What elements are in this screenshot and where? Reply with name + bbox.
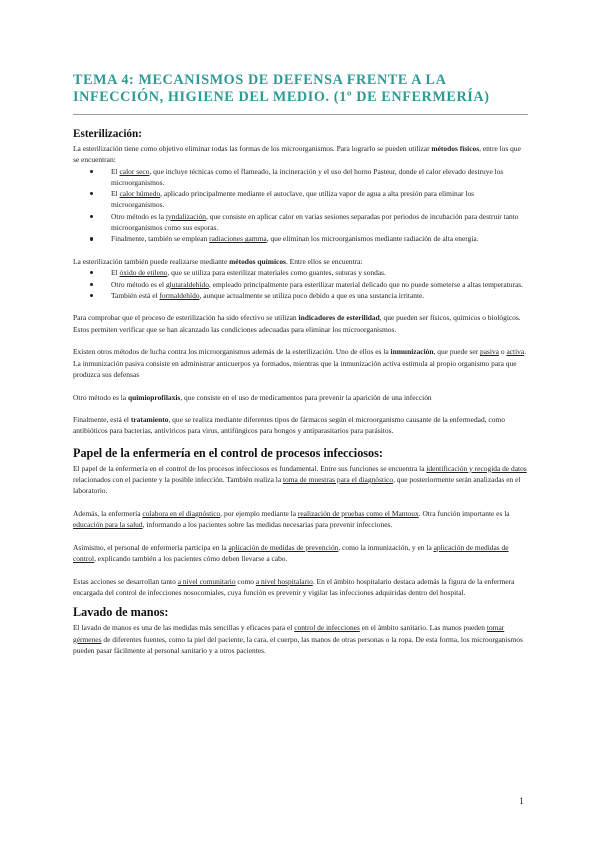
chemoprophylaxis-paragraph: Otro método es la quimioprofilaxis, que consiste en el uso de medicamentos para prevenir la aparición de una infección: [73, 392, 432, 402]
document-title: TEMA 4: MECANISMOS DE DEFENSA FRENTE A LA INFECCIÓN, HIGIENE DEL MEDIO. (1º DE ENFERMERÍA): [73, 72, 490, 105]
list-item: Finalmente, también se emplean radiaciones gamma, que eliminan los microorganismos mediante radiación de alta energía.: [73, 233, 528, 244]
section-heading-esterilizacion: Esterilización:: [73, 128, 142, 140]
list-item: El calor húmedo, aplicado principalmente mediante el autoclave, que utiliza vapor de agua a alta presión para eliminar los microorganismos.: [73, 188, 528, 211]
nursing-paragraph-1: El papel de la enfermería en el control de los procesos infecciosos es fundamental. Entre sus funciones se encuentra la identificación y recogida de datos relacionados con el paciente y la posible infección. También realiza la toma de muestras para el diagnóstico, que posteriormente serán analizadas en el laboratorio.: [73, 463, 527, 496]
handwashing-paragraph: El lavado de manos es una de las medidas más sencillas y eficaces para el control de infecciones en el ámbito sanitario. Las manos pueden tomar gérmenes de diferentes fuentes, como la piel del paciente, la cara, el cuerpo, las manos de otras personas o la ropa. De esta forma, los microorganismos pueden pasar fácilmente al personal sanitario y a otros pacientes.: [73, 623, 523, 655]
list-item: Otro método es la tyndalización, que consiste en aplicar calor en varias sesiones separadas por periodos de incubación para destruir tanto microorganismos como sus esporas.: [73, 211, 528, 234]
nursing-paragraph-4: Estas acciones se desarrollan tanto a nivel comunitario como a nivel hospitalario. En el ámbito hospitalario destaca además la figura de la enfermera encargada del control de infecciones nosocomiales, cuya función es prevenir y vigilar las infecciones adquiridas dentro del hospital.: [73, 576, 515, 597]
section-heading-lavado: Lavado de manos:: [73, 605, 169, 620]
chemical-methods-intro: La esterilización también puede realizarse mediante métodos químicos. Entre ellos se encuentra:: [73, 256, 363, 266]
list-item: El óxido de etileno, que se utiliza para esterilizar materiales como guantes, suturas y sondas.: [73, 267, 528, 278]
list-item: El calor seco, que incluye técnicas como el flameado, la incineración y el uso del horno Pasteur, donde el calor elevado destruye los microorganismos.: [73, 166, 528, 189]
nursing-paragraph-2: Además, la enfermería colabora en el diagnóstico, por ejemplo mediante la realización de pruebas como el Mantoux. Otra función importante es la educación para la salud, informando a los pacientes sobre las medidas necesarias para prevenir infecciones.: [73, 508, 510, 530]
page-number: 1: [519, 797, 524, 807]
chemical-methods-list: [73, 267, 528, 301]
section-heading-enfermeria: Papel de la enfermería en el control de procesos infecciosos:: [73, 445, 383, 460]
indicators-paragraph: Para comprobar que el proceso de esterilización ha sido efectivo se utilizan indicadores de esterilidad, que pueden ser físicos, químicos o biológicos. Estos permiten verificar que se han alcanzado las condiciones adecuadas para eliminar los microorganismos.: [73, 313, 521, 334]
physical-methods-list: [73, 166, 528, 245]
nursing-paragraph-3: Asimismo, el personal de enfermería participa en la aplicación de medidas de prevención, como la inmunización, y en la aplicación de medidas de control, explicando también a los pacientes cómo deben llevarse a cabo.: [73, 542, 509, 564]
list-item: También está el formaldehído, aunque actualmente se utiliza poco debido a que es una sustancia irritante.: [73, 290, 528, 301]
esterilizacion-intro: La esterilización tiene como objetivo eliminar todas las formas de los microorganismos. Para lograrlo se pueden utilizar métodos físicos, entre los que se encuentran:: [73, 144, 521, 165]
immunization-paragraph: Existen otros métodos de lucha contra los microorganismos además de la esterilización. Uno de ellos es la inmunización, que puede ser pasiva o activa. La inmunización pasiva consiste en administrar anticuerpos ya formados, mientras que la inmunización activa estimula al propio organismo para que produzca sus defensas: [73, 347, 527, 379]
document-page: [73, 72, 528, 656]
list-item: Otro método es el glutaraldehído, empleado principalmente para esterilizar material delicado que no puede someterse a altas temperaturas.: [73, 279, 528, 290]
title-divider: [73, 114, 528, 115]
treatment-paragraph: Finalmente, está el tratamiento, que se realiza mediante diferentes tipos de fármacos según el microorganismo causante de la enfermedad, como antibióticos para bacterias, antivíricos para virus, antifúngicos para hongos y antiparasitarios para parásitos.: [73, 415, 505, 436]
